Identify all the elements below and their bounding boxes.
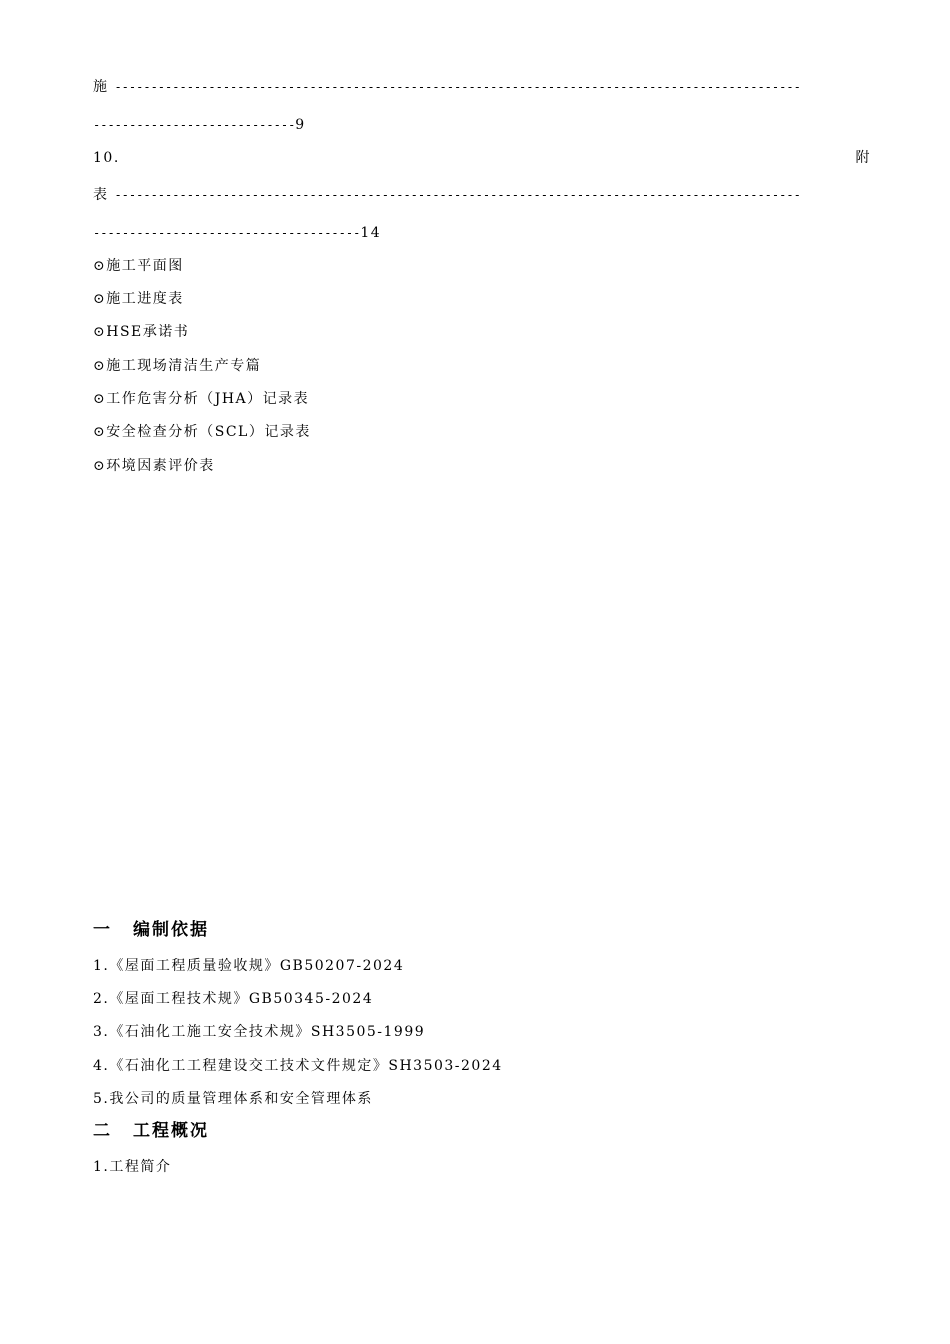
- appendix-item: ⊙施工进度表: [93, 291, 184, 307]
- reference-item: 4.《石油化工工程建设交工技术文件规定》SH3503-2024: [93, 1058, 503, 1074]
- toc-entry-9-cont: [93, 115, 871, 135]
- section-number: 二: [93, 1121, 112, 1141]
- appendix-item: ⊙施工现场清洁生产专篇: [93, 358, 262, 374]
- section-heading-1: [93, 920, 871, 940]
- appendix-item: ⊙工作危害分析（JHA）记录表: [93, 391, 310, 407]
- toc-page-number: 9: [295, 117, 306, 133]
- section-title: 工程概况: [133, 1121, 209, 1141]
- toc-entry-10-number: 10.: [93, 150, 120, 166]
- toc-page-number: 14: [360, 225, 382, 241]
- appendix-item: ⊙施工平面图: [93, 258, 184, 274]
- toc-entry-10-title: 附: [855, 150, 871, 166]
- toc-leader-dashes: ----------------------------: [93, 118, 296, 132]
- toc-entry-10-tail: 表: [93, 187, 109, 203]
- appendix-item: ⊙安全检查分析（SCL）记录表: [93, 424, 311, 440]
- toc-entry-9-tail: 施: [93, 79, 109, 95]
- reference-item: 3.《石油化工施工安全技术规》SH3505-1999: [93, 1024, 426, 1040]
- toc-entry-9: [93, 77, 871, 97]
- reference-item: 1.《屋面工程质量验收规》GB50207-2024: [93, 958, 405, 974]
- toc-entry-10-title-line: [93, 185, 871, 205]
- toc-leader-dashes: -------------------------------------: [93, 226, 361, 240]
- section-title: 编制依据: [133, 920, 209, 940]
- toc-entry-10-cont: [93, 223, 871, 243]
- toc-leader-dashes: -----------------------------------------------------------------------------------------------: [114, 80, 801, 94]
- appendix-item: ⊙HSE承诺书: [93, 324, 190, 340]
- section-number: 一: [93, 920, 112, 940]
- subsection-item: 1.工程简介: [93, 1159, 172, 1175]
- appendix-item: ⊙环境因素评价表: [93, 458, 215, 474]
- reference-item: 2.《屋面工程技术规》GB50345-2024: [93, 991, 374, 1007]
- toc-entry-10: [93, 148, 871, 168]
- section-heading-2: [93, 1121, 871, 1141]
- toc-leader-dashes: -----------------------------------------------------------------------------------------------: [114, 188, 801, 202]
- reference-item: 5.我公司的质量管理体系和安全管理体系: [93, 1091, 373, 1107]
